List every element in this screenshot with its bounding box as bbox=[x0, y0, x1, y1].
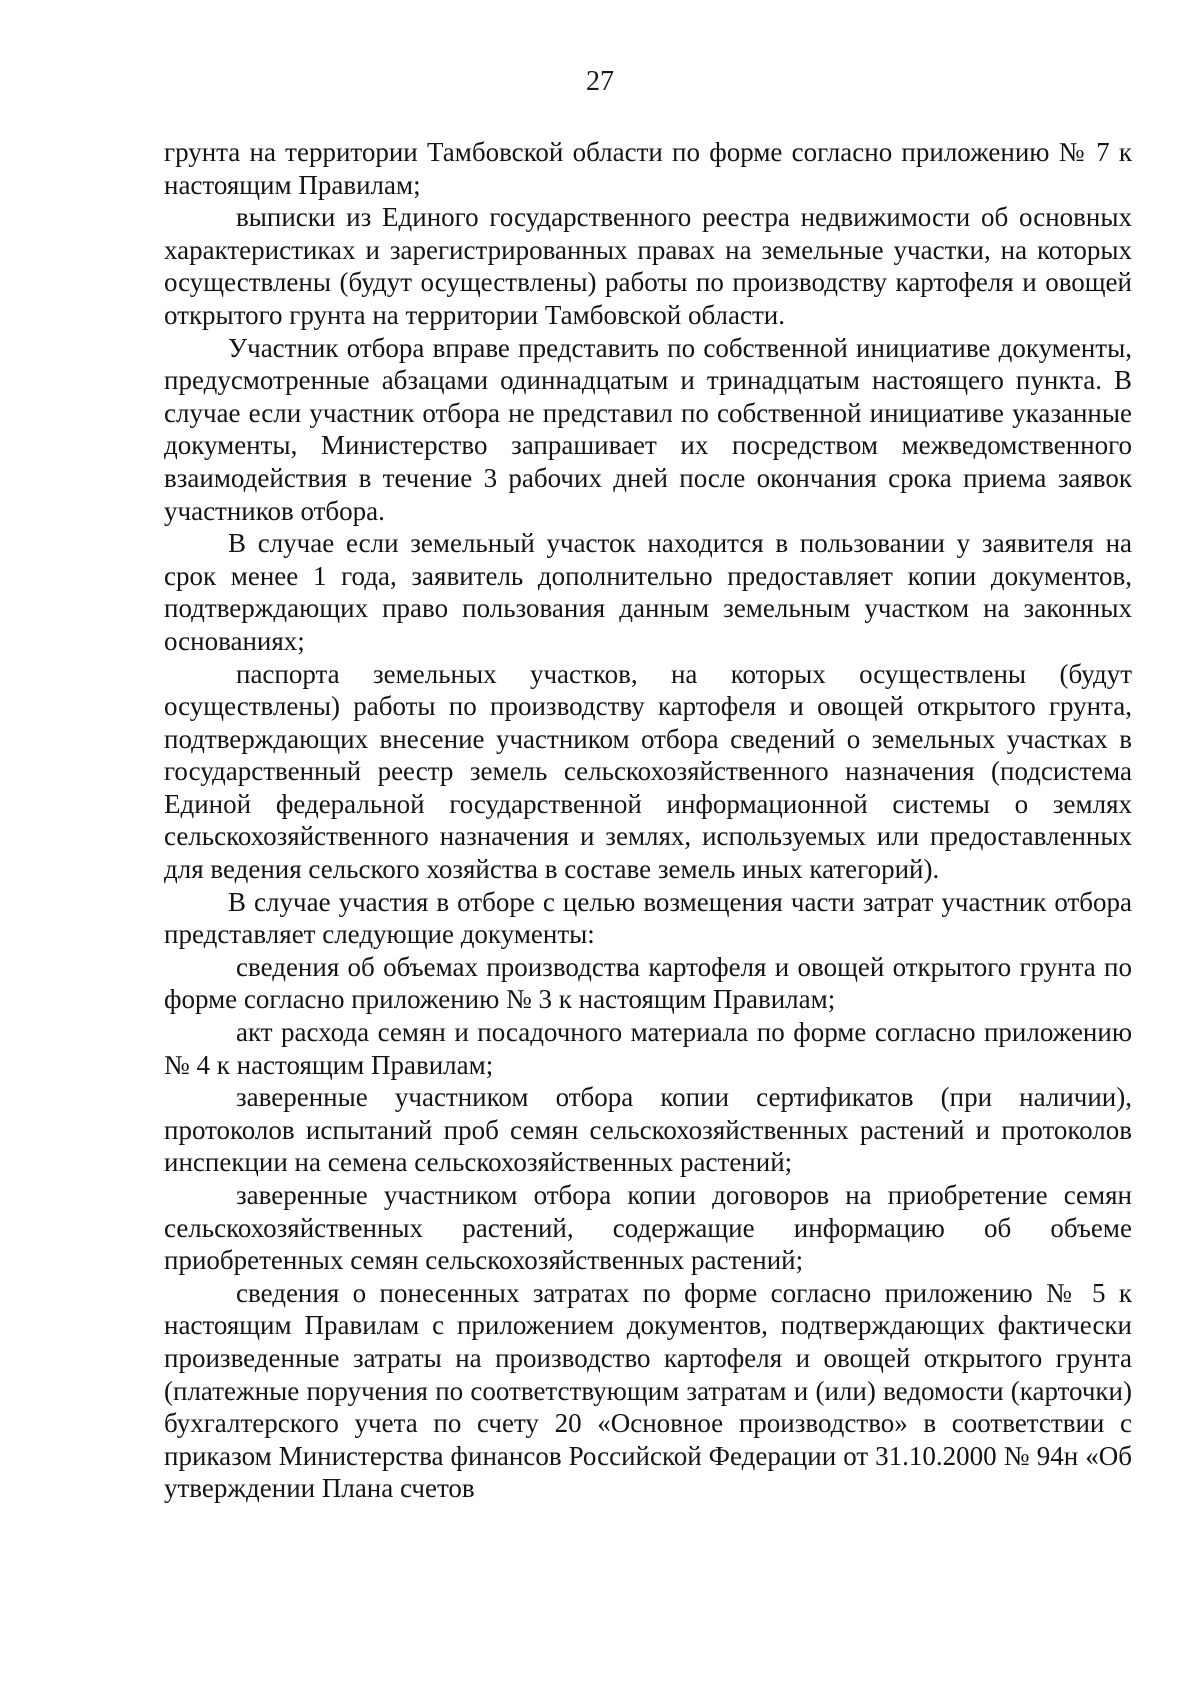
page-number: 27 bbox=[586, 66, 614, 97]
paragraph-2: выписки из Единого государственного реестра недвижимости об основных характеристиках и зарегистрированных правах на земельные участки, на которых осуществлены (будут осуществлены) работы по производству картофеля и овощей открытого грунта на территории Тамбовской области. bbox=[164, 202, 1132, 330]
document-body bbox=[164, 136, 1132, 1505]
paragraph-11: сведения о понесенных затратах по форме согласно приложению № 5 к настоящим Правилам с приложением документов, подтверждающих фактически произведенные затраты на производство картофеля и овощей открытого грунта (платежные поручения по соответствующим затратам и (или) ведомости (карточки) бухгалтерского учета по счету 20 «Основное производство» в соответствии с приказом Министерства финансов Российской Федерации от 31.10.2000 № 94н «Об утверждении Плана счетов bbox=[164, 1277, 1132, 1504]
paragraph-6: В случае участия в отборе с целью возмещения части затрат участник отбора представляет следующие документы: bbox=[164, 886, 1132, 950]
paragraph-5: паспорта земельных участков, на которых осуществлены (будут осуществлены) работы по производству картофеля и овощей открытого грунта, подтверждающих внесение участником отбора сведений о земельных участках в государственный реестр земель сельскохозяйственного назначения (подсистема Единой федеральной государственной информационной системы о землях сельскохозяйственного назначения и землях, используемых или предоставленных для ведения сельского хозяйства в составе земель иных категорий). bbox=[164, 658, 1132, 885]
paragraph-7: сведения об объемах производства картофеля и овощей открытого грунта по форме согласно приложению № 3 к настоящим Правилам; bbox=[164, 951, 1132, 1015]
paragraph-10: заверенные участником отбора копии договоров на приобретение семян сельскохозяйственных растений, содержащие информацию об объеме приобретенных семян сельскохозяйственных растений; bbox=[164, 1180, 1132, 1276]
paragraph-8: акт расхода семян и посадочного материала по форме согласно приложению № 4 к настоящим Правилам; bbox=[164, 1017, 1132, 1080]
paragraph-1: грунта на территории Тамбовской области по форме согласно приложению № 7 к настоящим Правилам; bbox=[164, 137, 1132, 200]
paragraph-9: заверенные участником отбора копии сертификатов (при наличии), протоколов испытаний проб семян сельскохозяйственных растений и протоколов инспекции на семена сельскохозяйственных растений; bbox=[164, 1082, 1132, 1178]
paragraph-3: Участник отбора вправе представить по собственной инициативе документы, предусмотренные абзацами одиннадцатым и тринадцатым настоящего пункта. В случае если участник отбора не представил по собственной инициативе указанные документы, Министерство запрашивает их посредством межведомственного взаимодействия в течение 3 рабочих дней после окончания срока приема заявок участников отбора. bbox=[164, 332, 1132, 526]
paragraph-4: В случае если земельный участок находится в пользовании у заявителя на срок менее 1 года, заявитель дополнительно предоставляет копии документов, подтверждающих право пользования данным земельным участком на законных основаниях; bbox=[164, 528, 1132, 656]
